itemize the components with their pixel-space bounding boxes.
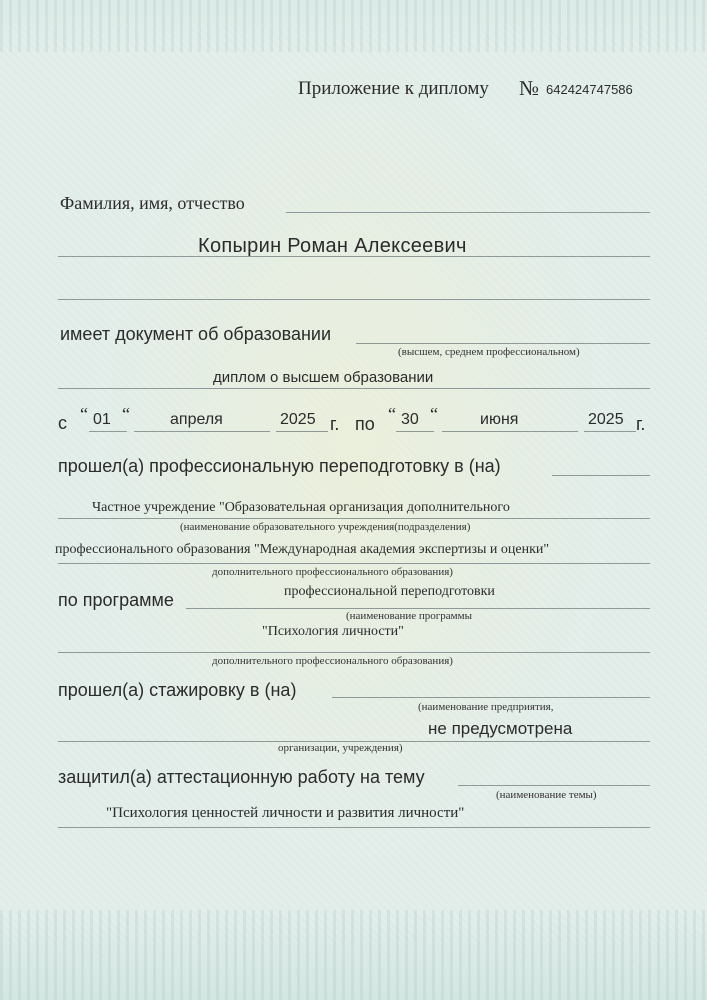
document-title [298,78,489,100]
period-to-close-quote: “ [430,404,438,424]
program-hint2: дополнительного профессионального образования) [212,655,453,667]
program-label: по программе [58,590,174,610]
fio-label: Фамилия, имя, отчество [60,193,245,213]
decorative-guilloche-bottom [0,910,707,1000]
fio-line-1 [286,212,650,213]
period-to-open-quote: “ [388,404,396,424]
period-to-day-line [396,431,434,432]
period-from-open-quote: “ [80,404,88,424]
education-value: диплом о высшем образовании [213,369,434,386]
retraining-hint1: (наименование образовательного учреждения(подразделения) [180,521,471,533]
period-from-year-line [276,431,328,432]
education-label: имеет документ об образовании [60,324,332,344]
period-to-year: 2025 [588,411,624,428]
period-to-year-line [584,431,636,432]
decorative-guilloche-top [0,0,707,52]
retraining-line-1 [552,475,650,476]
period-to-year-suffix: г. [636,414,646,434]
period-to-month: июня [480,411,519,428]
education-hint: (высшем, среднем профессиональном) [398,346,580,358]
period-to-month-line [442,431,578,432]
fio-line-3 [58,299,650,300]
fio-line-2 [58,256,650,257]
document-number: 642424747586 [546,82,633,97]
education-line-2 [58,388,650,389]
period-from-year-suffix: г. [330,414,340,434]
thesis-line-2 [58,827,650,828]
retraining-line-3 [58,563,650,564]
internship-hint2: организации, учреждения) [278,742,403,754]
internship-line-1 [332,697,650,698]
retraining-hint2: дополнительного профессионального образования) [212,566,453,578]
document-title-text: Приложение к диплому [298,78,489,99]
retraining-line-2 [58,518,650,519]
period-from-close-quote: “ [122,404,130,424]
period-to-prefix: по [355,414,375,434]
thesis-hint: (наименование темы) [496,789,597,801]
period-from-prefix: с [58,413,67,433]
fio-value: Копырин Роман Алексеевич [198,235,467,257]
period-from-month: апреля [170,411,223,428]
internship-hint1: (наименование предприятия, [418,701,554,713]
period-from-day-line [89,431,127,432]
program-hint1: (наименование программы [346,610,472,622]
thesis-label: защитил(а) аттестационную работу на тему [58,767,425,787]
thesis-value: "Психология ценностей личности и развития личности" [106,805,465,821]
period-to-day: 30 [401,411,419,428]
retraining-label: прошел(а) профессиональную переподготовку в (на) [58,456,501,476]
period-from-month-line [134,431,270,432]
internship-label: прошел(а) стажировку в (на) [58,680,297,700]
program-line-2 [58,652,650,653]
period-from-day: 01 [93,411,111,428]
program-name: "Психология личности" [262,624,404,639]
program-line-1 [186,608,650,609]
thesis-line-1 [458,785,650,786]
internship-value: не предусмотрена [428,719,573,738]
program-type: профессиональной переподготовки [284,584,495,599]
education-line-1 [356,343,650,344]
retraining-institution-line2: профессионального образования "Международная академия экспертизы и оценки" [55,542,550,557]
number-sign: № [519,76,540,100]
period-from-year: 2025 [280,411,316,428]
retraining-institution-line1: Частное учреждение "Образовательная организация дополнительного [92,500,510,515]
